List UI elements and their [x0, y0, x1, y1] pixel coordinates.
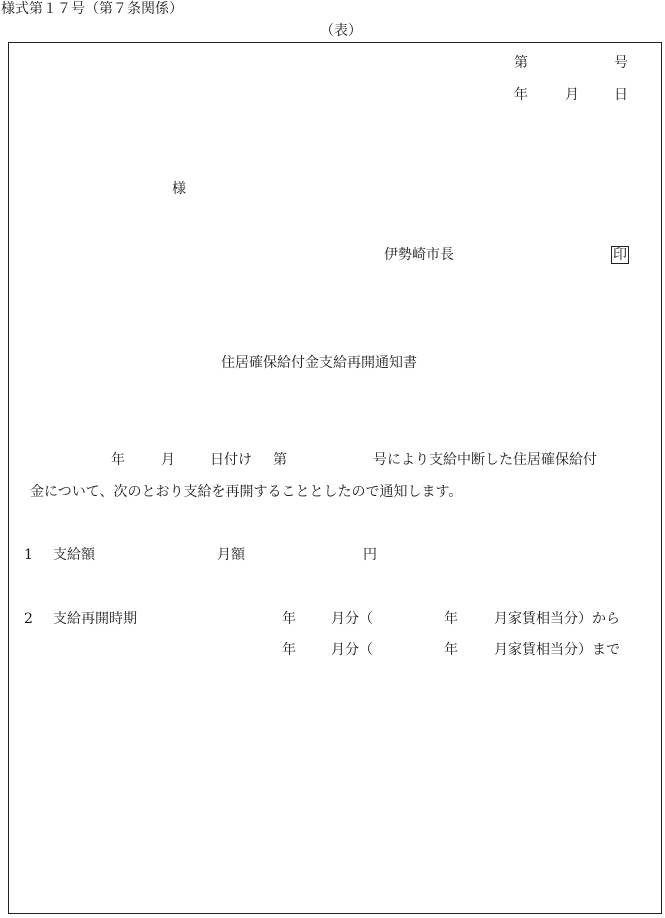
body-dated: 日付け — [210, 452, 252, 468]
doc-number-suffix: 号 — [614, 55, 628, 71]
item-1-number: 1 — [24, 547, 33, 563]
recipient-honorific: 様 — [172, 181, 186, 197]
item-2-row1-month: 月分（ — [331, 611, 373, 627]
doc-number-prefix: 第 — [514, 55, 528, 71]
item-2-row2-year2: 年 — [444, 642, 458, 658]
item-1-monthly: 月額 — [217, 547, 245, 563]
body-year: 年 — [111, 452, 125, 468]
item-1-label: 支給額 — [53, 547, 95, 563]
body-line1-rest: 号により支給中断した住居確保給付 — [373, 452, 597, 468]
item-2-row1-year: 年 — [282, 611, 296, 627]
side-label: （表） — [320, 23, 362, 39]
document-frame — [8, 42, 662, 914]
date-day: 日 — [614, 87, 628, 103]
body-number-prefix: 第 — [273, 452, 287, 468]
form-number: 様式第１７号（第７条関係） — [1, 1, 183, 17]
item-2-row1-year2: 年 — [444, 611, 458, 627]
item-2-label: 支給再開時期 — [53, 611, 137, 627]
seal-mark: 印 — [613, 247, 627, 263]
item-2-row2-year: 年 — [282, 642, 296, 658]
item-1-unit: 円 — [363, 547, 377, 563]
item-2-row2-month: 月分（ — [331, 642, 373, 658]
date-month: 月 — [565, 87, 579, 103]
document-title: 住居確保給付金支給再開通知書 — [221, 355, 417, 371]
date-year: 年 — [514, 87, 528, 103]
item-2-number: 2 — [24, 611, 33, 627]
issuer-name: 伊勢崎市長 — [384, 247, 454, 263]
item-2-row2-rent: 月家賃相当分）まで — [494, 642, 620, 658]
item-2-row1-rent: 月家賃相当分）から — [494, 611, 620, 627]
body-month: 月 — [161, 452, 175, 468]
body-line2: 金について、次のとおり支給を再開することとしたので通知します。 — [30, 484, 463, 500]
